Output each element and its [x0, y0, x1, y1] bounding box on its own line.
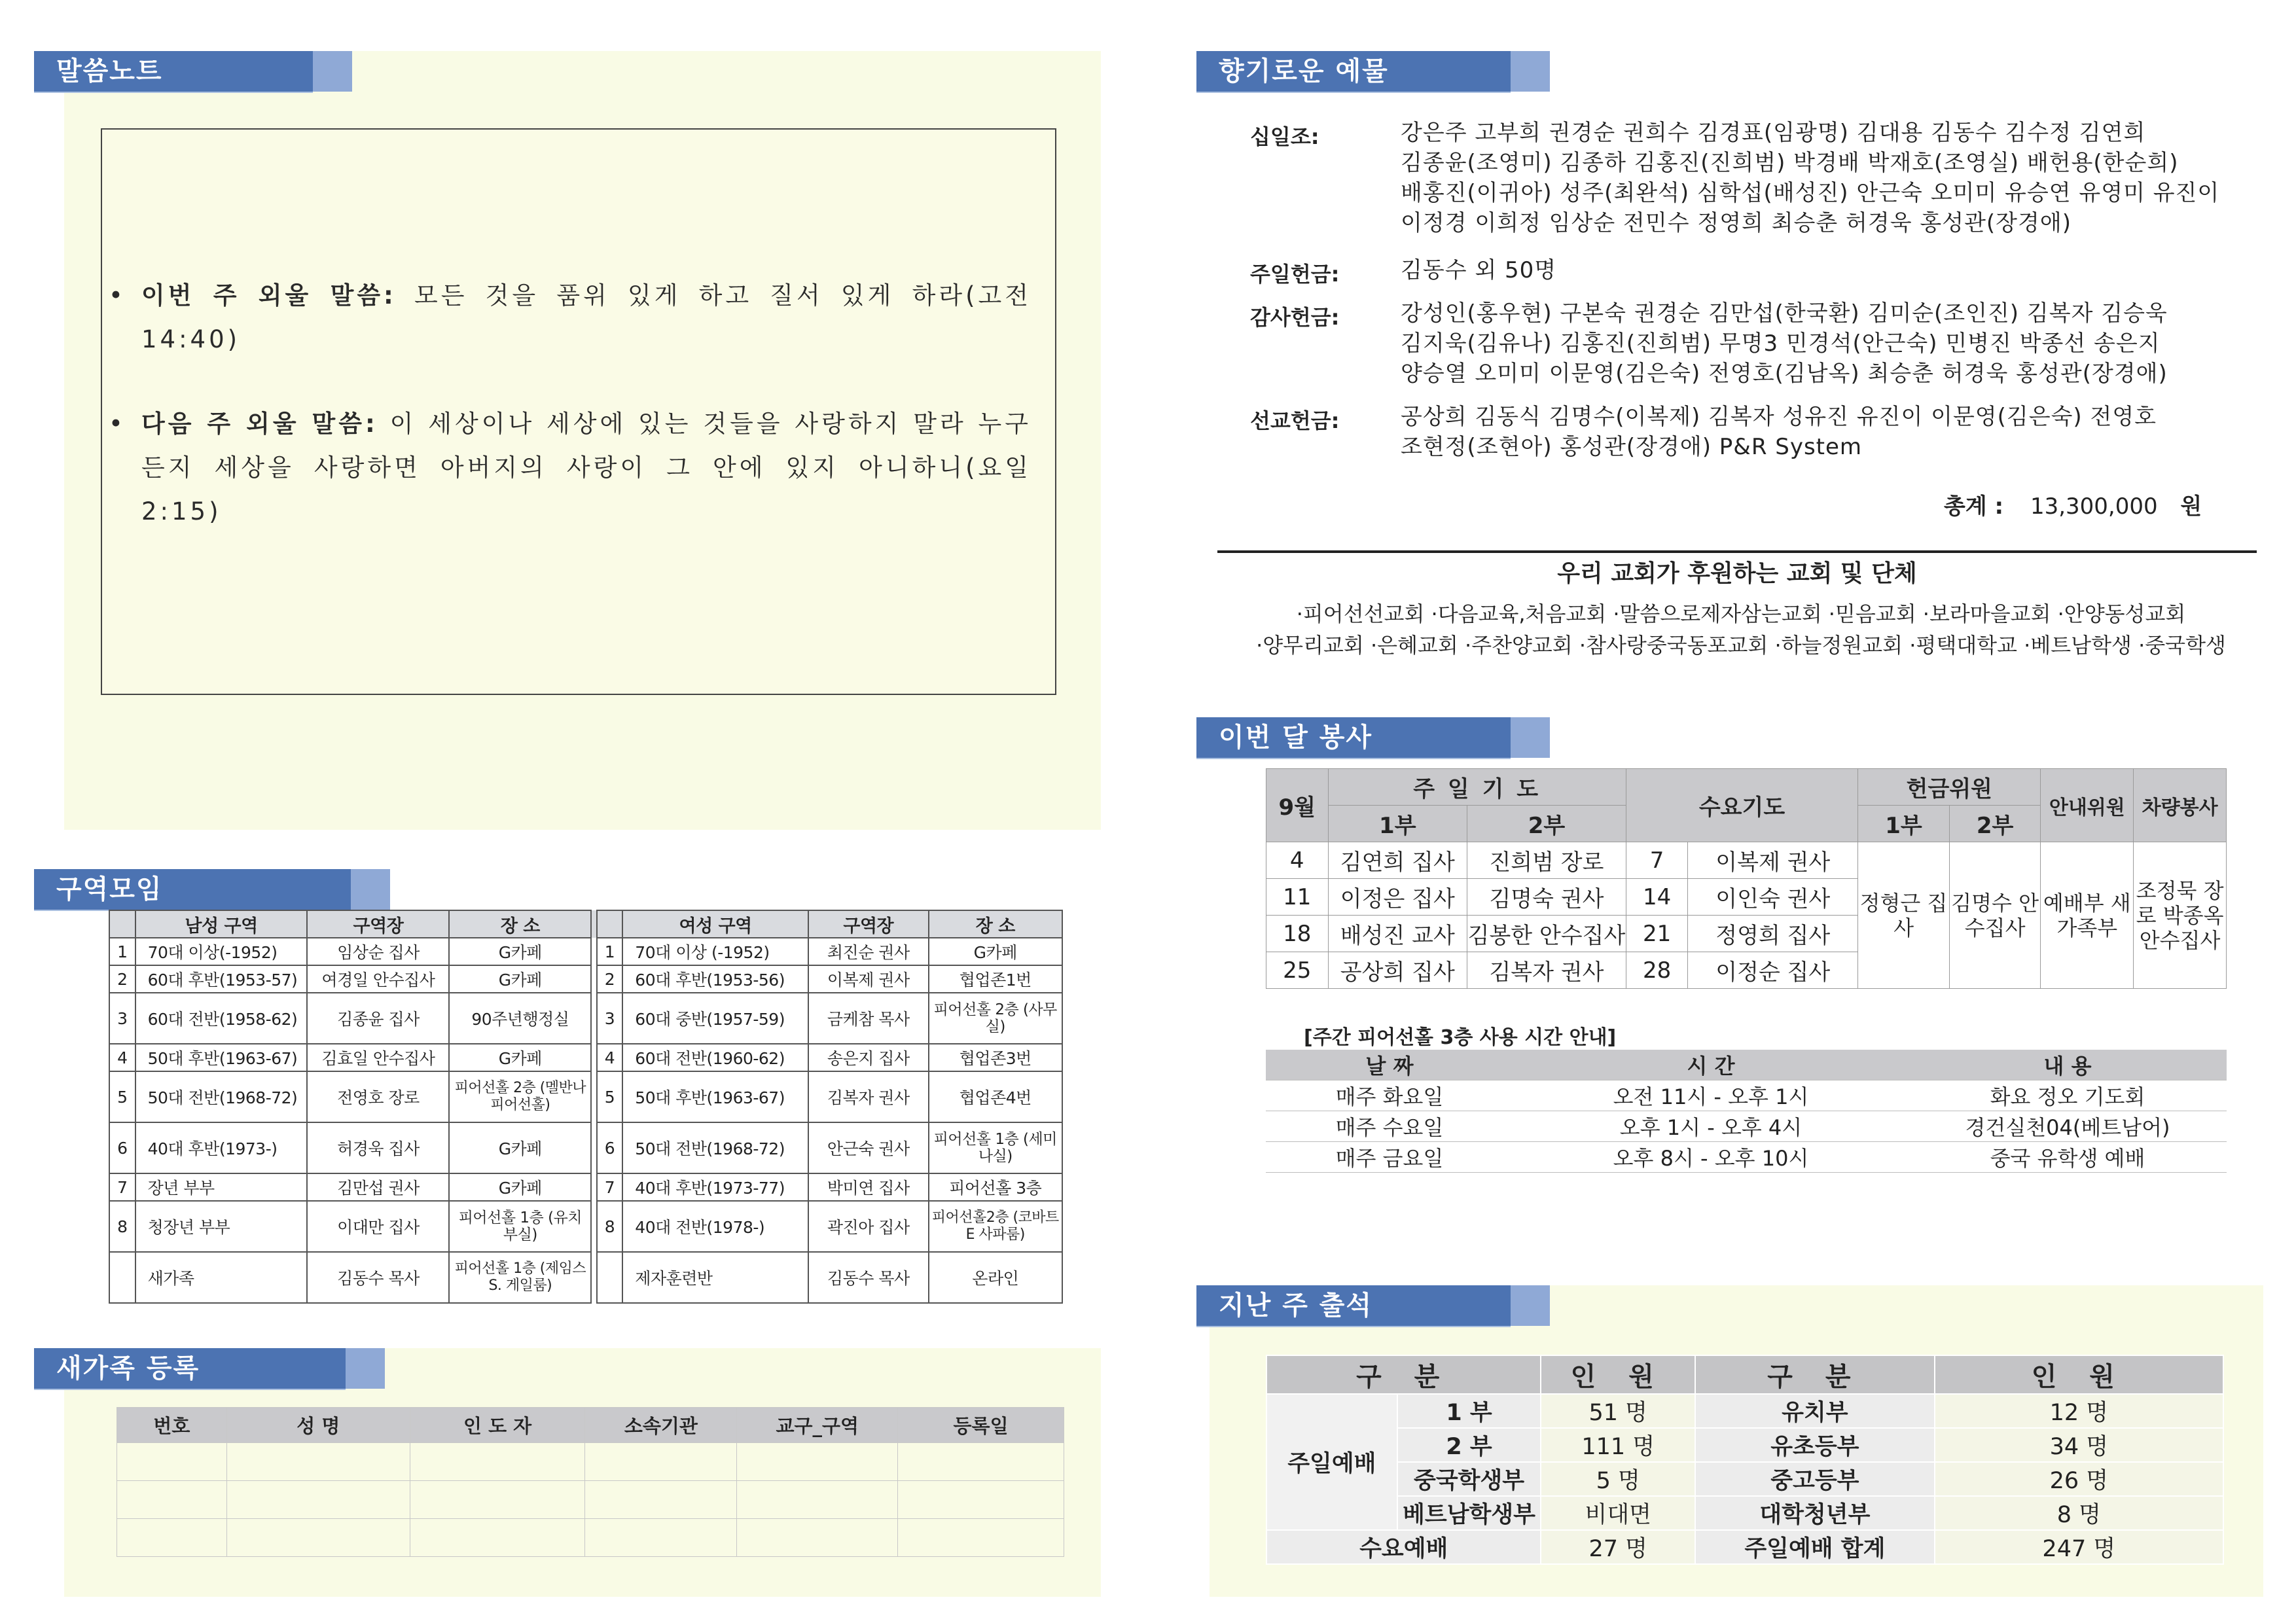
col-guide: 인 도 자: [410, 1408, 585, 1443]
col-category-left: 구 분: [1266, 1355, 1541, 1394]
table-row: 주일예배 1 부 51 명 유치부 12 명: [1266, 1394, 2223, 1428]
attendance-header: 지난 주 출석: [1196, 1285, 1511, 1326]
thanks-offering-names: 강성인(홍우현) 구본숙 권경순 김만섭(한국환) 김미순(조인진) 김복자 김승욱 김지욱(김유나) 김홍진(진희범) 무명3 민경석(안근숙) 민병진 박종선 송은지 양승열 오미미 이문영(김은숙) 전영호(김남옥) 최승춘 허경욱 홍성관(장경애): [1401, 300, 2168, 387]
col-wednesday-prayer: 수요기도: [1626, 769, 1857, 842]
district-header: 구역모임: [34, 869, 351, 910]
col-count-right: 인 원: [1935, 1355, 2223, 1394]
next-week-verse: 이 세상이나 세상에 있는 것들을 사랑하지 말라 누구든지 세상을 사랑하면 아버지의 사랑이 그 안에 있지 아니하니(요일 2:15): [141, 410, 1031, 526]
total-label: 총계 :: [1944, 493, 2004, 520]
tithe-names: 강은주 고부희 권경순 권희수 김경표(임광명) 김대용 김동수 김수정 김연희 김종윤(조영미) 김종하 김홍진(진희범) 박경배 박재호(조영실) 배헌용(한순희) 배홍진(이귀아) 성주(최완석) 심학섭(배성진) 안근숙 오미미 유승연 유영미 유진이 이정경 이희정 임상순 전민수 정영희 최승춘 허경욱 홍성관(장경애): [1401, 120, 2220, 236]
offering-committee-part2: 김명수 안수집사: [1949, 842, 2041, 989]
col-male-place: 장 소: [449, 910, 591, 938]
supported-churches-line-2: ·양무리교회 ·은혜교회 ·주찬양교회 ·참사랑중국동포교회 ·하늘정원교회 ·평택대학교 ·베트남학생 ·중국학생: [1256, 633, 2226, 658]
sermon-note-box: [101, 128, 1056, 695]
total-value: 13,300,000: [2030, 493, 2158, 520]
schedule-header-row: [1266, 1050, 2227, 1080]
table-row: 2 부 111 명 유초등부 34 명: [1266, 1428, 2223, 1462]
wednesday-worship-label: 수요예배: [1266, 1530, 1541, 1564]
col-offering-committee: 헌금위원: [1858, 769, 2041, 806]
attendance-table: [1266, 1355, 2224, 1565]
col-number: 번호: [117, 1408, 227, 1443]
col-name: 성 명: [226, 1408, 410, 1443]
col-category-right: 구 분: [1695, 1355, 1934, 1394]
this-week-label: 이번 주 외울 말씀:: [141, 281, 397, 310]
newcomer-header-row: [117, 1408, 1064, 1443]
table-row: 베트남학생부 비대면 대학청년부 8 명: [1266, 1496, 2223, 1530]
memory-verse-next-week: [109, 402, 1031, 533]
table-row: 4 김연희 집사 진희범 장로 7 이복제 권사 정형근 집사 김명수 안수집사 예배부 새가족부 조정묵 장로 박종옥 안수집사: [1266, 842, 2227, 879]
table-row: 8 청장년 부부 이대만 집사 피어선홀 1층 (유치부실) 8 40대 전반(1978-) 곽진아 집사 피어선홀2층 (코바트E 사파룸): [109, 1201, 1062, 1252]
col-vehicle: 차량봉사: [2134, 769, 2227, 842]
table-row: 11 이정은 집사 김명숙 권사 14 이인숙 권사: [1266, 879, 2227, 916]
col-female-place: 장 소: [929, 910, 1062, 938]
schedule-title: [주간 피어선홀 3층 사용 시간 안내]: [1304, 1026, 1617, 1049]
table-row: 새가족 김동수 목사 피어선홀 1층 (제임스 S. 게일룸) 제자훈련반 김동수 목사 온라인: [109, 1252, 1062, 1303]
table-row: 2 60대 후반(1953-57) 여경일 안수집사 G카페 2 60대 후반(1953-56) 이복제 권사 협업존1번: [109, 965, 1062, 993]
mission-offering-label: 선교헌금:: [1250, 408, 1340, 433]
sunday-total-label: 주일예배 합계: [1695, 1530, 1934, 1564]
newcomer-header: 새가족 등록: [34, 1348, 346, 1389]
table-row: 매주 금요일 오후 8시 - 오후 10시 중국 유학생 예배: [1266, 1142, 2227, 1173]
col-sunday-prayer: 주 일 기 도: [1328, 769, 1626, 806]
vehicle-service: 조정묵 장로 박종옥 안수집사: [2134, 842, 2227, 989]
supported-churches-title: 우리 교회가 후원하는 교회 및 단체: [1557, 560, 1917, 587]
service-header-row: [1266, 769, 2227, 806]
offering-total: [1944, 488, 2202, 520]
table-row: [117, 1519, 1064, 1557]
table-row: 중국학생부 5 명 중고등부 26 명: [1266, 1462, 2223, 1496]
table-row: 1 70대 이상(-1952) 임상순 집사 G카페 1 70대 이상 (-1952) 최진순 권사 G카페: [109, 938, 1062, 965]
next-week-label: 다음 주 외울 말씀:: [141, 410, 378, 438]
col-male-group: 남성 구역: [135, 910, 308, 938]
col-female-group: 여성 구역: [622, 910, 808, 938]
schedule-table: [1266, 1050, 2227, 1173]
col-female-leader: 구역장: [808, 910, 929, 938]
tithe-label: 십일조:: [1250, 124, 1319, 149]
usher-team: 예배부 새가족부: [2041, 842, 2134, 989]
total-unit: 원: [2180, 493, 2202, 520]
col-time: 시 간: [1513, 1050, 1909, 1080]
table-row: 매주 수요일 오후 1시 - 오후 4시 경건실천04(베트남어): [1266, 1111, 2227, 1142]
table-row: 4 50대 후반(1963-67) 김효일 안수집사 G카페 4 60대 전반(1960-62) 송은지 집사 협업존3번: [109, 1044, 1062, 1071]
table-row: [117, 1481, 1064, 1519]
wednesday-worship-count: 27 명: [1541, 1530, 1695, 1564]
service-header: 이번 달 봉사: [1196, 717, 1511, 758]
col-usher: 안내위원: [2041, 769, 2134, 842]
col-male-leader: 구역장: [307, 910, 449, 938]
bullet-icon: •: [109, 281, 126, 310]
table-row: 6 40대 후반(1973-) 허경욱 집사 G카페 6 50대 전반(1968-72) 안근숙 권사 피어선홀 1층 (세미나실): [109, 1122, 1062, 1173]
bullet-icon: •: [109, 410, 126, 438]
table-row: [117, 1443, 1064, 1481]
table-row: 18 배성진 교사 김봉한 안수집사 21 정영희 집사: [1266, 916, 2227, 952]
table-row: 7 장년 부부 김만섭 권사 G카페 7 40대 후반(1973-77) 박미연 집사 피어선홀 3층: [109, 1173, 1062, 1201]
table-row: [1266, 1530, 2223, 1564]
service-table: [1266, 768, 2227, 989]
district-table: [109, 910, 1063, 1304]
sunday-offering-label: 주일헌금:: [1250, 262, 1340, 287]
col-month: 9월: [1266, 769, 1329, 842]
table-row: 3 60대 전반(1958-62) 김종윤 집사 90주년행정실 3 60대 중반(1957-59) 금케참 목사 피어선홀 2층 (사무실): [109, 993, 1062, 1044]
table-row: 25 공상희 집사 김복자 권사 28 이정순 집사: [1266, 952, 2227, 989]
service-subheader-row: 1부 2부 1부 2부: [1266, 806, 2227, 842]
newcomer-table: [117, 1407, 1064, 1557]
thanks-offering-label: 감사헌금:: [1250, 305, 1340, 330]
offering-header: 향기로운 예물: [1196, 51, 1511, 92]
col-date: 날 짜: [1266, 1050, 1513, 1080]
divider: [1217, 550, 2257, 553]
col-organization: 소속기관: [585, 1408, 737, 1443]
table-row: 5 50대 전반(1968-72) 전영호 장로 피어선홀 2층 (멜반나 피어선홀) 5 50대 후반(1963-67) 김복자 권사 협업존4번: [109, 1071, 1062, 1122]
col-count-left: 인 원: [1541, 1355, 1695, 1394]
offering-committee-part1: 정형근 집사: [1858, 842, 1950, 989]
district-header-row: [109, 910, 1062, 938]
supported-churches-line-1: ·피어선선교회 ·다음교육,처음교회 ·말씀으로제자삼는교회 ·믿음교회 ·보라마을교회 ·안양동성교회: [1296, 601, 2186, 626]
sermon-note-header: 말씀노트: [34, 51, 313, 92]
sunday-offering-names: 김동수 외 50명: [1401, 257, 1557, 283]
sunday-worship-label: 주일예배: [1266, 1394, 1397, 1530]
col-content: 내 용: [1909, 1050, 2227, 1080]
sunday-total-count: 247 명: [1935, 1530, 2223, 1564]
this-week-verse: 모든 것을 품위 있게 하고 질서 있게 하라(고전 14:40): [141, 281, 1031, 353]
col-parish-district: 교구_구역: [737, 1408, 898, 1443]
col-registration-date: 등록일: [898, 1408, 1064, 1443]
attendance-header-row: [1266, 1355, 2223, 1394]
table-row: 매주 화요일 오전 11시 - 오후 1시 화요 정오 기도회: [1266, 1080, 2227, 1111]
memory-verse-this-week: [109, 274, 1031, 361]
mission-offering-names: 공상희 김동식 김명수(이복제) 김복자 성유진 유진이 이문영(김은숙) 전영호 조현정(조현아) 홍성관(장경애) P&R System: [1401, 404, 2157, 460]
